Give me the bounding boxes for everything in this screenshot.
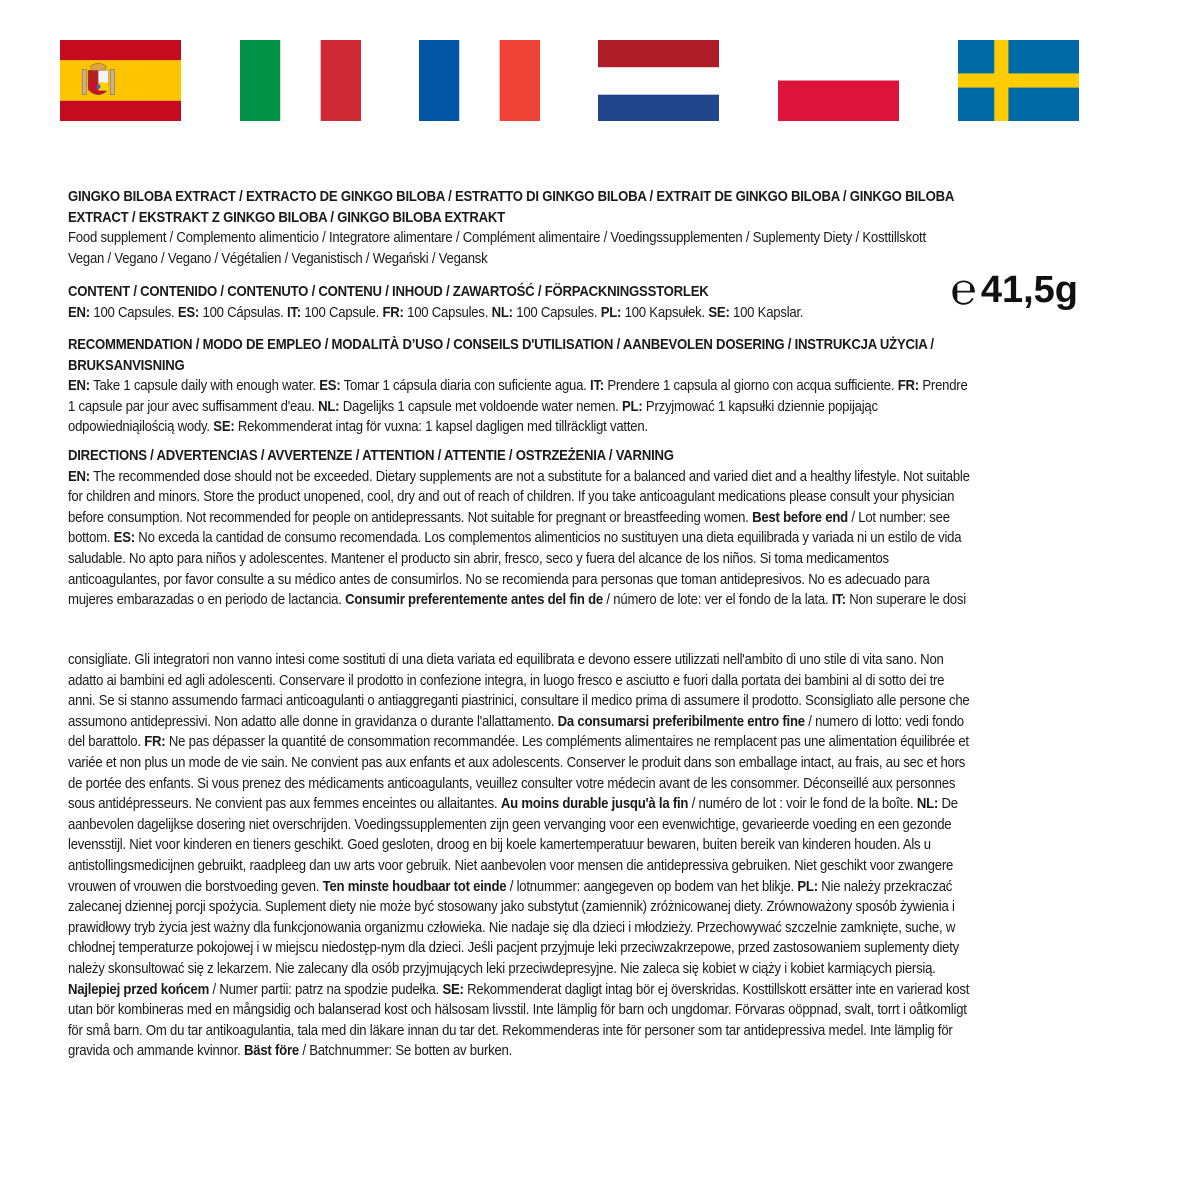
directions-continued xyxy=(68,650,973,1062)
recommendation-item: Rekommenderat intag för vuxna: 1 kapsel dagligen med tillräckligt vatten. xyxy=(234,419,648,436)
content-item: 100 Kapslar. xyxy=(729,304,804,321)
recommendation-text xyxy=(68,376,973,438)
lot-number-note: / Lot number: see bottom. xyxy=(68,509,950,547)
lot-number-note: / numéro de lot : voir le fond de la boîte. xyxy=(688,796,917,813)
lot-number-note: / Batchnummer: Se botten av burken. xyxy=(298,1043,513,1060)
directions-item: Ne pas dépasser la quantité de consommation recommandée. Les compléments alimentaires ne remplacent pas une alimentation équilibrée et variée et non plus un mode de vie sain. Ne convient pas aux enfants et aux adolescents. Conserver le produit dans son emballage intact, au frais, au sec et hors de portée des enfants. Si vous prenez des médicaments anticoagulants, veuillez consulter votre médecin avant de les consommer. Déconseillé aux personnes sous antidépresseurs. Ne convient pas aux femmes enceintes ou allaitantes. xyxy=(68,734,969,813)
flag-stripe xyxy=(321,40,361,121)
lang-code: PL: xyxy=(600,304,622,321)
lang-code: SE: xyxy=(708,304,730,321)
recommendation-item: Tomar 1 cápsula diaria con suficiente agua. xyxy=(340,378,591,395)
best-before-label: Bäst före xyxy=(244,1043,299,1060)
lang-code: NL: xyxy=(318,398,340,415)
directions-item: Nie należy przekraczać zalecanej dziennej porcji spożycia. Suplement diety nie może być stosowany jako substytut (zamiennik) zróżnicowanej diety. Zrównoważony sposób żywienia i prawidłowy tryb życia jest ważny dla funkcjonowania organizmu człowieka. Nie nadaje się dla dzieci i młodzieży. Przechowywać szczelnie zamknięte, suche, w chłodnej temperaturze pokojowej i w miejscu niedostęp-nym dla dzieci. Jeśli pacjent przyjmuje leki przeciwzakrzepowe, przed zastosowaniem suplementy diety należy skonsultować się z lekarzem. Nie zalecany dla osób przyjmujących leki przeciwdepresyjne. Nie zaleca się kobiet w ciąży i kobiet karmiących piersią. xyxy=(68,878,960,977)
lang-code: NL: xyxy=(916,796,939,813)
flag-stripe xyxy=(60,40,181,60)
recommendation-heading: RECOMMENDATION / MODO DE EMPLEO / MODALITÀ D’USO / CONSEILS D'UTILISATION / AANBEVOLEN DOSERING / INSTRUKCJA UŻYCIA / BRUKSANVISNING xyxy=(68,337,934,374)
best-before-label: Au moins durable jusqu'à la fin xyxy=(500,796,689,813)
directions-text-part1 xyxy=(68,467,973,611)
lot-number-note: / lotnummer: aangegeven op bodem van het blikje. xyxy=(506,878,798,895)
lang-code: ES: xyxy=(177,304,200,321)
content-item: 100 Cápsulas. xyxy=(199,304,287,321)
content-section xyxy=(68,282,860,323)
directions-item: Rekommenderat dagligt intag bör ej överskridas. Kosttillskott ersätter inte en varierad kost utan bör kombineras med en mångsidig och balanserad kost och hälsosam livsstil. Inte lämplig för barn och ungdomar. Förvaras oöppnad, svalt, torrt i oåtkomligt för små barn. Om du tar antikoagulantia, tala med din läkare innan du tar det. Rekommenderas inte för personer som tar antidepressiva medel. Inte lämplig för gravida och ammande kvinnor. xyxy=(68,981,970,1060)
france-flag-icon xyxy=(419,40,540,121)
sweden-flag-icon xyxy=(958,40,1079,121)
content-item: 100 Kapsułek. xyxy=(621,304,709,321)
vegan-line: Vegan / Vegano / Vegano / Végétalien / Veganistisch / Wegański / Vegansk xyxy=(68,250,488,267)
flag-stripe xyxy=(60,101,181,121)
lang-code: FR: xyxy=(144,734,166,751)
net-weight xyxy=(950,264,1078,315)
spain-flag-icon xyxy=(60,40,181,121)
poland-flag-icon xyxy=(778,40,899,121)
lang-code: EN: xyxy=(68,378,90,395)
content-item: 100 Capsule. xyxy=(300,304,383,321)
best-before-label: Best before end xyxy=(752,509,848,526)
best-before-label: Ten minste houdbaar tot einde xyxy=(322,878,507,895)
product-title: GINGKO BILOBA EXTRACT / EXTRACTO DE GINKGO BILOBA / ESTRATTO DI GINKGO BILOBA / EXTRAIT DE GINKGO BILOBA / GINKGO BILOBA EXTRACT / EKSTRAKT Z GINKGO BILOBA / GINKGO BILOBA EXTRAKT xyxy=(68,189,954,226)
flag-stripe xyxy=(60,60,181,101)
food-supplement-line: Food supplement / Complemento alimenticio / Integratore alimentare / Complément alimentaire / Voedingssupplementen / Suplementy Diety / Kosttillskott xyxy=(68,230,926,247)
lang-code: FR: xyxy=(897,378,919,395)
lot-number-note: / número de lote: ver el fondo de la lata. xyxy=(603,592,832,609)
content-heading: CONTENT / CONTENIDO / CONTENUTO / CONTENU / INHOUD / ZAWARTOŚĆ / FÖRPACKNINGSSTORLEK xyxy=(68,284,709,300)
flag-stripe xyxy=(500,40,540,121)
lang-code: IT: xyxy=(831,592,846,609)
content-item: 100 Capsules. xyxy=(512,304,601,321)
best-before-label: Da consumarsi preferibilmente entro fine xyxy=(557,713,805,730)
directions-item: No exceda la cantidad de consumo recomendada. Los complementos alimenticios no sustituyen una dieta equilibrada y variada ni un estilo de vida saludable. No apto para niños y adolescentes. Mantener el producto sin abrir, fresco, seco y fuera del alcance de los niños. Si toma medicamentos anticoagulantes, por favor consulte a su médico antes de consumirlos. No se recomienda para personas que toman antidepresivos. No es adecuado para mujeres embarazadas o en periodo de lactancia. xyxy=(68,530,962,609)
lot-number-note: / numero di lotto: vedi fondo del barattolo. xyxy=(68,713,964,751)
flag-stripe xyxy=(280,40,320,121)
recommendation-item: Take 1 capsule daily with enough water. xyxy=(89,378,320,395)
recommendation-item: Prendere 1 capsula al giorno con acqua sufficiente. xyxy=(603,378,898,395)
directions-heading: DIRECTIONS / ADVERTENCIAS / AVVERTENZE / ATTENTION / ATTENTIE / OSTRZEŻENIA / VARNING xyxy=(68,448,674,464)
content-text xyxy=(68,303,860,324)
lang-code: IT: xyxy=(590,378,604,395)
content-item: 100 Capsules. xyxy=(403,304,492,321)
recommendation-section xyxy=(68,335,973,438)
italy-flag-icon xyxy=(240,40,361,121)
flag-stripe xyxy=(778,40,899,81)
flag-stripe xyxy=(778,81,899,122)
content-item: 100 Capsules. xyxy=(89,304,178,321)
lang-code: SE: xyxy=(442,981,464,998)
lang-code: SE: xyxy=(213,419,235,436)
netherlands-flag-icon xyxy=(598,40,719,121)
directions-item: De aanbevolen dagelijkse dosering niet overschrijden. Voedingssupplementen zijn geen vervanging voor een evenwichtige, gevarieerde voeding en een gezonde levensstijl. Niet voor kinderen en tieners geschikt. Goed gesloten, droog en bij koele kamertemperatuur bewaren, buiten bereik van kinderen houden. Als u antistollingsmedicijnen gebruikt, raadpleeg dan uw arts voor gebruik. Niet aanbevolen voor mensen die antidepressiva gebruiken. Niet geschikt voor zwangere vrouwen of vrouwen die borstvoeding geven. xyxy=(68,796,958,895)
flag-stripe xyxy=(419,40,459,121)
directions-text-part2 xyxy=(68,650,973,1062)
best-before-label: Consumir preferentemente antes del fin de xyxy=(345,592,604,609)
net-weight-value: 41,5g xyxy=(980,269,1078,311)
directions-item: Non superare le dosi xyxy=(845,592,966,609)
product-header xyxy=(68,187,973,269)
lang-code: PL: xyxy=(797,878,818,895)
directions-section xyxy=(68,446,973,611)
lang-code: ES: xyxy=(319,378,341,395)
lang-code: NL: xyxy=(491,304,513,321)
directions-item: consigliate. Gli integratori non vanno intesi come sostituti di una dieta variata ed equilibrata e devono essere utilizzati nell'ambito di uno stile di vita sano. Non adatto ai bambini ed agli adolescenti. Conservare il prodotto in confezione integra, in luogo fresco e asciutto e fuori dalla portata dei bambini al di sotto dei tre anni. Se si stanno assumendo farmaci anticoagulanti o antiaggreganti piastrinici, consultare il medico prima di assumere il prodotto. Sconsigliato alle persone che assumono antidepressivi. Non adatto alle donne in gravidanza o durante l'allattamento. xyxy=(68,652,970,730)
flag-stripe xyxy=(598,95,719,121)
flag-stripe xyxy=(958,73,1079,87)
lang-code: EN: xyxy=(68,304,90,321)
lang-code: ES: xyxy=(113,530,135,547)
lot-number-note: / Numer partii: patrz na spodzie pudełka. xyxy=(209,981,443,998)
lang-code: FR: xyxy=(382,304,404,321)
flag-stripe xyxy=(240,40,280,121)
lang-code: PL: xyxy=(622,398,643,415)
flag-stripe xyxy=(459,40,499,121)
recommendation-item: Prendre 1 capsule par jour avec suffisamment d'eau. xyxy=(68,378,968,415)
best-before-label: Najlepiej przed końcem xyxy=(68,981,210,998)
lang-code: EN: xyxy=(68,468,90,485)
estimated-sign-icon: ℮ xyxy=(950,264,977,315)
recommendation-item: Przyjmować 1 kapsułki dziennie popijając odpowiedniąilością wody. xyxy=(68,398,878,436)
directions-item: The recommended dose should not be exceeded. Dietary supplements are not a substitute for a balanced and varied diet and a healthy lifestyle. Not suitable for children and minors. Store the product unopened, cool, dry and out of reach of children. If you take anticoagulant medications please consult your physician before consumption. Not recommended for people on antidepressants. Not suitable for pregnant or breastfeeding women. xyxy=(68,468,970,526)
flag-stripe xyxy=(598,67,719,94)
lang-code: IT: xyxy=(286,304,301,321)
flag-stripe xyxy=(598,40,719,67)
recommendation-item: Dagelijks 1 capsule met voldoende water nemen. xyxy=(339,398,623,415)
